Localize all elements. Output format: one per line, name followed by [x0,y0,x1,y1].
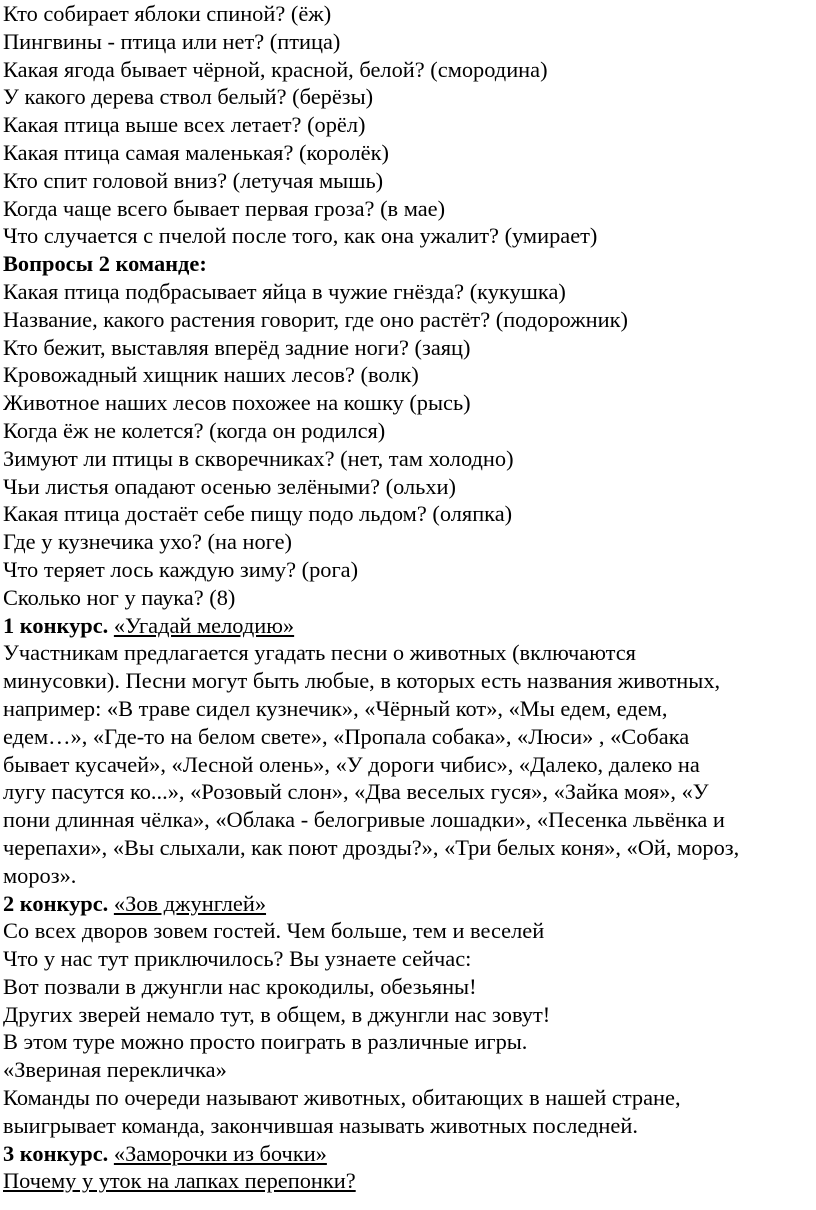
question-line: Пингвины - птица или нет? (птица) [3,28,341,54]
paragraph-line: едем…», «Где-то на белом свете», «Пропала собака», «Люси» , «Собака [3,723,690,749]
question-line: Какая птица выше всех летает? (орёл) [3,112,366,138]
paragraph-line: например: «В траве сидел кузнечик», «Чёрный кот», «Мы едем, едем, [3,695,668,721]
contest1-description [3,639,815,889]
question-line: Какая птица достаёт себе пищу подо льдом? (оляпка) [3,501,513,527]
question-line: Название, какого растения говорит, где оно растёт? (подорожник) [3,306,628,332]
contest3-first-question: Почему у уток на лапках перепонки? [3,1168,356,1194]
paragraph-line: Вот позвали в джунгли нас крокодилы, обезьяны! [3,973,477,999]
question-line: Кто спит головой вниз? (летучая мышь) [3,167,384,193]
paragraph-line: мороз». [3,862,77,888]
question-line: Чьи листья опадают осенью зелёными? (ольхи) [3,473,456,499]
team2-questions [3,278,815,612]
question-line: Кровожадный хищник наших лесов? (волк) [3,362,419,388]
contest2-heading [3,890,815,918]
question-line: Что теряет лось каждую зиму? (рога) [3,556,359,582]
question-line: Животное наших лесов похожее на кошку (рысь) [3,390,471,416]
paragraph-line: выигрывает команда, закончившая называть животных последней. [3,1112,638,1138]
question-line: У какого дерева ствол белый? (берёзы) [3,84,374,110]
paragraph-line: минусовки). Песни могут быть любые, в которых есть названия животных, [3,668,721,694]
team1-questions [3,0,815,250]
question-line: Какая ягода бывает чёрной, красной, белой? (смородина) [3,56,548,82]
paragraph-line: лугу пасутся ко...», «Розовый слон», «Два веселых гуся», «Зайка моя», «У [3,779,709,805]
paragraph-line: Со всех дворов зовем гостей. Чем больше, тем и веселей [3,918,545,944]
question-line: Где у кузнечика ухо? (на ноге) [3,529,292,555]
question-line: Зимуют ли птицы в скворечниках? (нет, там холодно) [3,445,514,471]
question-line: Кто собирает яблоки спиной? (ёж) [3,1,332,26]
question-line: Какая птица самая маленькая? (королёк) [3,139,389,165]
paragraph-line: «Звериная перекличка» [3,1057,227,1083]
question-line: Какая птица подбрасывает яйца в чужие гнёзда? (кукушка) [3,278,566,304]
question-line: Что случается с пчелой после того, как она ужалит? (умирает) [3,223,598,249]
paragraph-line: Других зверей немало тут, в общем, в джунгли нас зовут! [3,1001,551,1027]
contest1-label: 1 конкурс. [3,612,109,638]
document-page [3,0,815,1195]
question-line: Кто бежит, выставляя вперёд задние ноги? (заяц) [3,334,471,360]
paragraph-line: Команды по очереди называют животных, обитающих в нашей стране, [3,1085,681,1111]
contest2-description [3,917,815,1139]
paragraph-line: В этом туре можно просто поиграть в различные игры. [3,1029,528,1055]
contest1-title: «Угадай мелодию» [113,612,295,638]
team2-heading: Вопросы 2 команде: [3,251,207,277]
paragraph-line: бывает кусачей», «Лесной олень», «У дороги чибис», «Далеко, далеко на [3,751,700,777]
paragraph-line: черепахи», «Вы слыхали, как поют дрозды?», «Три белых коня», «Ой, мороз, [3,834,740,860]
contest2-title: «Зов джунглей» [113,890,267,916]
question-line: Сколько ног у паука? (8) [3,584,236,610]
contest1-heading [3,612,815,640]
contest3-heading [3,1140,815,1168]
contest3-title: «Заморочки из бочки» [113,1140,327,1166]
contest3-label: 3 конкурс. [3,1140,109,1166]
paragraph-line: пони длинная чёлка», «Облака - белогривые лошадки», «Песенка львёнка и [3,807,725,833]
question-line: Когда ёж не колется? (когда он родился) [3,417,386,443]
paragraph-line: Что у нас тут приключилось? Вы узнаете сейчас: [3,946,472,972]
paragraph-line: Участникам предлагается угадать песни о животных (включаются [3,640,636,666]
contest2-label: 2 конкурс. [3,890,109,916]
question-line: Когда чаще всего бывает первая гроза? (в мае) [3,195,446,221]
